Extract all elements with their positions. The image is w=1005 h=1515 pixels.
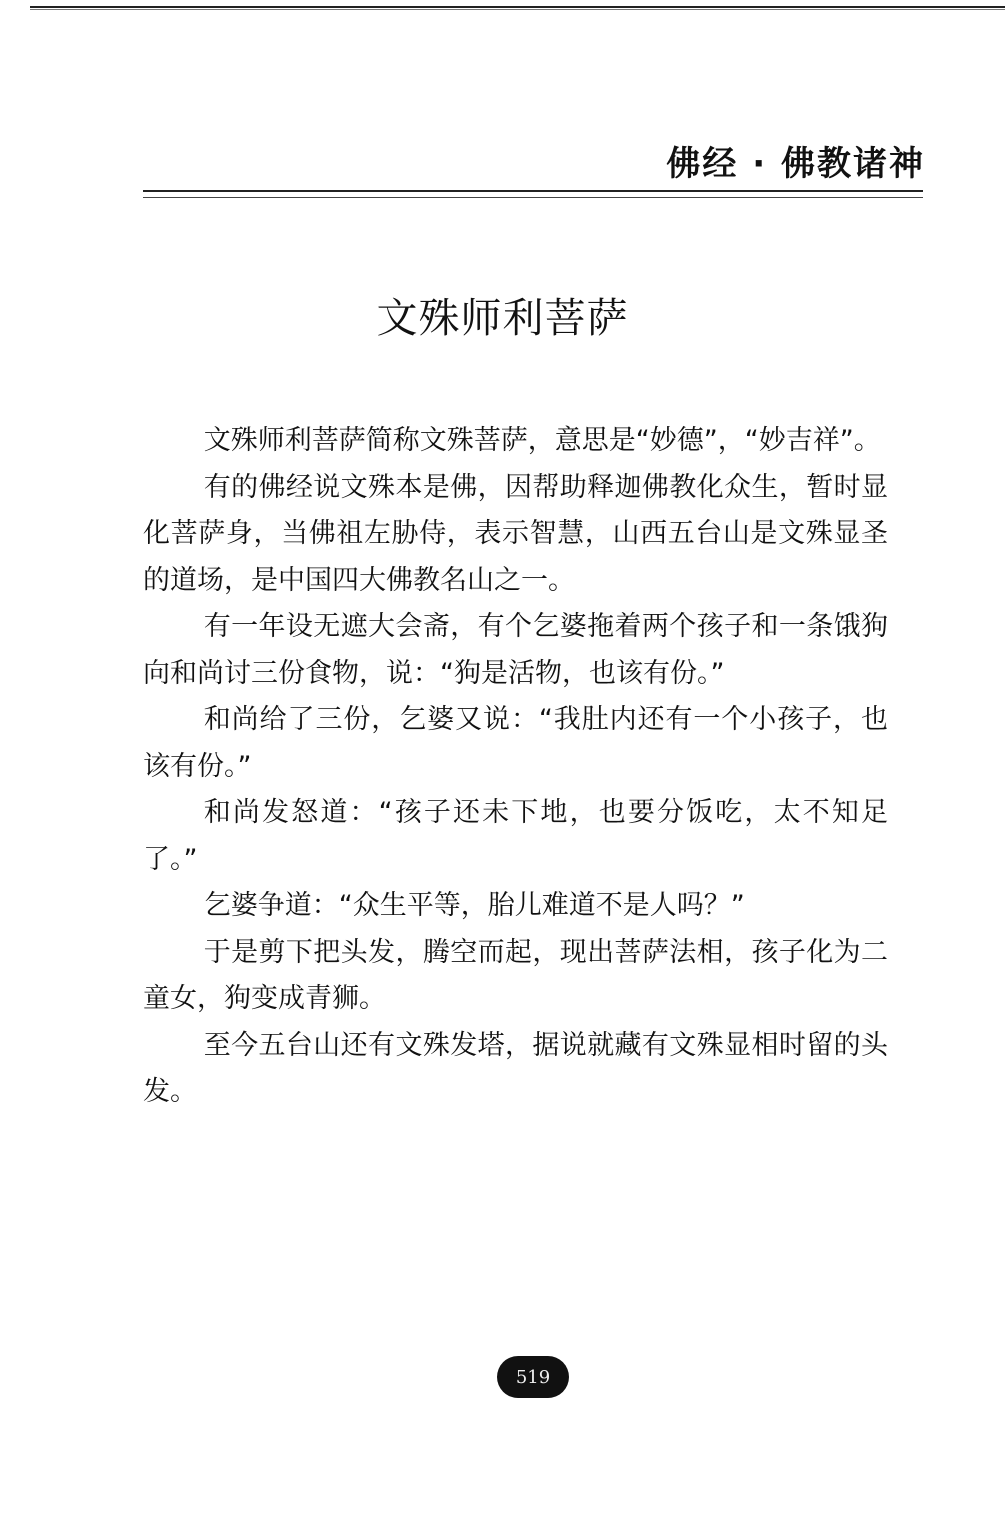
running-header: 佛经 · 佛教诸神 — [666, 144, 925, 184]
page-number-badge — [497, 1356, 569, 1398]
paragraph: 和尚发怒道：“孩子还未下地，也要分饭吃，太不知足了。” — [143, 797, 888, 875]
paragraph: 乞婆争道：“众生平等，胎儿难道不是人吗？” — [203, 890, 745, 921]
article-body — [143, 418, 888, 1116]
top-edge-rule-thin — [30, 9, 1005, 10]
paragraph: 有的佛经说文殊本是佛，因帮助释迦佛教化众生，暂时显化菩萨身，当佛祖左胁侍，表示智慧，山西五台山是文殊显圣的道场，是中国四大佛教名山之一。 — [143, 471, 888, 596]
paragraph: 有一年设无遮大会斋，有个乞婆拖着两个孩子和一条饿狗向和尚讨三份食物，说：“狗是活物，也该有份。” — [143, 611, 888, 689]
page-number: 519 — [515, 1366, 551, 1388]
top-edge-rule — [30, 6, 1005, 8]
paragraph: 于是剪下把头发，腾空而起，现出菩萨法相，孩子化为二童女，狗变成青狮。 — [143, 936, 888, 1014]
article-title: 文殊师利菩萨 — [376, 294, 629, 342]
header-rule-thick — [143, 190, 923, 192]
paragraph: 文殊师利菩萨简称文殊菩萨，意思是“妙德”，“妙吉祥”。 — [203, 425, 881, 456]
paragraph: 和尚给了三份，乞婆又说：“我肚内还有一个小孩子，也该有份。” — [143, 704, 888, 782]
paragraph: 至今五台山还有文殊发塔，据说就藏有文殊显相时留的头发。 — [143, 1029, 888, 1107]
header-rule-thin — [143, 197, 923, 198]
